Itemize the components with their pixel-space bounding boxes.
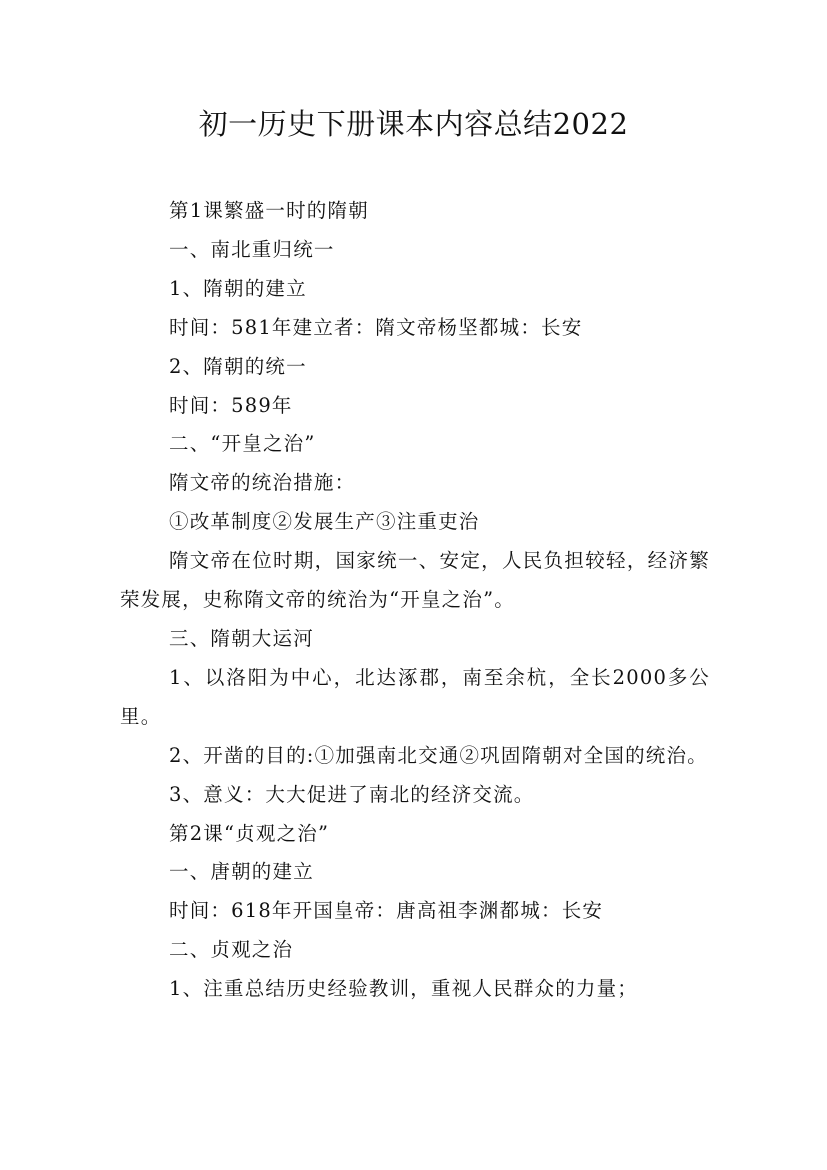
paragraph: 2、开凿的目的:①加强南北交通②巩固隋朝对全国的统治。 (169, 743, 708, 767)
text-line: 1、注重总结历史经验教训，重视人民群众的力量； (169, 977, 639, 1001)
text-line: 时间：618年开国皇帝：唐高祖李渊都城：长安 (169, 899, 604, 923)
subsection-heading: 2、隋朝的统一 (169, 354, 307, 378)
subsection-heading: 1、隋朝的建立 (169, 276, 307, 300)
text-line: ①改革制度②发展生产③注重吏治 (169, 510, 480, 534)
paragraph: 隋文帝在位时期，国家统一、安定，人民负担较轻，经济繁荣发展，史称隋文帝的统治为“开皇之治”。 (120, 549, 710, 612)
lesson-heading: 第1课繁盛一时的隋朝 (169, 199, 369, 222)
section-heading: 二、贞观之治 (169, 938, 294, 962)
text-line: 隋文帝的统治措施： (169, 471, 356, 495)
section-heading: 一、唐朝的建立 (169, 860, 314, 884)
paragraph: 1、以洛阳为中心，北达涿郡，南至余杭，全长2000多公里。 (120, 665, 710, 728)
section-heading: 三、隋朝大运河 (169, 626, 314, 650)
lesson-heading: 第2课“贞观之治” (169, 821, 330, 845)
section-heading: 二、“开皇之治” (169, 432, 316, 456)
text-line: 时间：581年建立者：隋文帝杨坚都城：长安 (169, 315, 583, 339)
section-heading: 一、南北重归统一 (169, 237, 335, 261)
text-line: 3、意义：大大促进了南北的经济交流。 (169, 782, 535, 806)
text-line: 时间：589年 (169, 393, 293, 417)
document-title: 初一历史下册课本内容总结2022 (198, 107, 629, 141)
document-body (120, 192, 710, 1009)
